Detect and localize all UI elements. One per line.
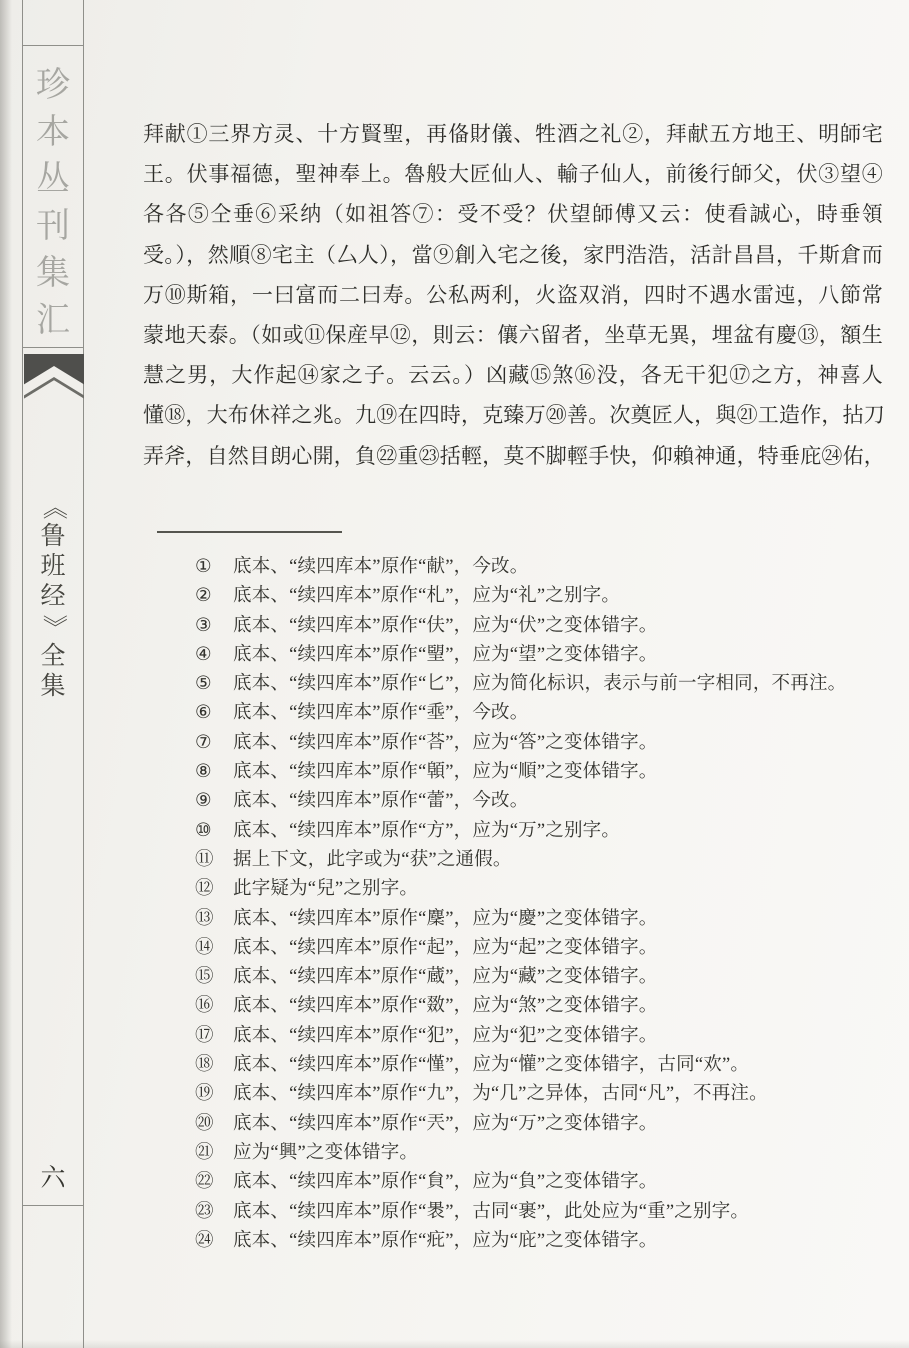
footnote-text: 底本、“续四库本”原作“貟”，应为“負”之变体错字。 — [233, 1172, 658, 1193]
footnote-item — [195, 641, 867, 670]
footnote-marker: ⑥ — [195, 703, 212, 724]
footnote-item — [195, 1022, 867, 1051]
footnote-marker: ⑪ — [195, 849, 214, 870]
footnote-marker: ㉔ — [195, 1230, 214, 1251]
main-text-block — [143, 114, 883, 480]
vertical-char: 《 — [40, 494, 67, 520]
footnote-text: 底本、“续四库本”原作“献”，今改。 — [233, 557, 529, 577]
footnote-marker: ③ — [195, 615, 212, 636]
footnote-marker: ㉓ — [195, 1201, 214, 1222]
footnote-text: 据上下文，此字或为“获”之通假。 — [233, 849, 512, 870]
footnote-text: 底本、“续四库本”原作“起”，应为“起”之变体错字。 — [233, 937, 658, 958]
footnote-marker: ㉑ — [195, 1142, 214, 1163]
footnote-item — [195, 1227, 867, 1256]
vertical-char: 》 — [40, 614, 67, 640]
footnote-text: 底本、“续四库本”原作“兲”，应为“万”之变体错字。 — [233, 1113, 658, 1134]
vertical-char: 集 — [36, 255, 70, 292]
footnote-text: 底本、“续四库本”原作“方”，应为“万”之别字。 — [233, 820, 621, 841]
footnote-text: 底本、“续四库本”原作“蕾”，今改。 — [233, 791, 529, 812]
footnote-marker: ㉒ — [195, 1172, 214, 1193]
main-text-line: 受。），然順⑧宅主（厶人），當⑨創入宅之後，家門浩浩，活計昌昌，千斯倉而 — [143, 242, 883, 267]
footnote-marker: ⑭ — [195, 937, 214, 958]
main-text-line: 慧之男，大作起⑭家之子。云云。）凶藏⑮煞⑯没，各无干犯⑰之方，神喜人 — [143, 363, 883, 388]
footnote-marker: ⑩ — [195, 820, 212, 841]
footnote-item — [195, 1051, 867, 1080]
footnote-item — [195, 582, 867, 611]
footnote-item — [195, 1110, 867, 1139]
footnote-item — [195, 875, 867, 904]
vertical-char: 班 — [40, 553, 66, 580]
footnote-marker: ⑫ — [195, 879, 214, 900]
sidebar-banner-rule — [23, 347, 83, 348]
footnote-text: 底本、“续四库本”原作“敪”，应为“煞”之变体错字。 — [233, 996, 658, 1017]
footnote-text: 底本、“续四库本”原作“九”，为“几”之异体，古同“凡”，不再注。 — [233, 1084, 768, 1105]
vertical-char: 汇 — [36, 302, 70, 339]
vertical-char: 丛 — [36, 161, 70, 198]
footnote-item — [195, 817, 867, 846]
footnote-marker: ① — [195, 557, 212, 577]
footnote-item — [195, 670, 867, 699]
footnote-marker: ④ — [195, 644, 212, 665]
footnote-marker: ⑮ — [195, 967, 214, 988]
footnote-text: 底本、“续四库本”原作“褁”，古同“裹”，此处应为“重”之别字。 — [233, 1201, 750, 1222]
footnote-item — [195, 905, 867, 934]
main-text-line: 蒙地天泰。（如或⑪保産早⑫，則云：儴六留者，坐草无異，埋盆有慶⑬，額生 — [143, 322, 883, 347]
footnote-text: 底本、“续四库本”原作“荅”，应为“答”之变体错字。 — [233, 732, 658, 753]
footnote-item — [195, 1080, 867, 1109]
footnote-text: 底本、“续四库本”原作“伕”，应为“伏”之变体错字。 — [233, 615, 658, 636]
page-number-rule — [23, 1205, 83, 1206]
footnote-text: 底本、“续四库本”原作“蔵”，应为“藏”之变体错字。 — [233, 967, 658, 988]
book-title-vertical — [23, 492, 83, 702]
vertical-char: 全 — [40, 643, 66, 670]
main-text-line: 懂⑱，大布休祥之兆。九⑲在四時，克臻万⑳善。次奠匠人，與㉑工造作，拈刀 — [143, 403, 885, 428]
footnote-item — [195, 612, 867, 641]
main-text-line: 万⑩斯箱，一曰富而二曰寿。公私两利，火盗双消，四时不遇水雷迍，八節常 — [143, 282, 883, 307]
main-text-line: 弄斧，自然目朗心開，負㉒重㉓括輕，莫不脚輕手快，仰賴神通，特垂庇㉔佑， — [143, 443, 885, 468]
footnote-item — [195, 699, 867, 728]
vertical-char: 珍 — [36, 67, 70, 104]
page-bottom-edge-shadow — [0, 1340, 909, 1348]
footnote-text: 此字疑为“兒”之别字。 — [233, 879, 419, 900]
footnote-marker: ⑤ — [195, 674, 212, 695]
footnote-marker: ⑰ — [195, 1025, 214, 1046]
chevron-banner — [24, 354, 84, 400]
vertical-char: 集 — [40, 673, 66, 700]
footnote-text: 底本、“续四库本”原作“犯”，应为“犯”之变体错字。 — [233, 1025, 658, 1046]
footnote-marker: ⑳ — [195, 1113, 214, 1134]
vertical-char: 本 — [36, 114, 70, 151]
footnote-item — [195, 934, 867, 963]
sidebar-strip — [22, 0, 84, 1348]
page-number: 六 — [40, 1165, 66, 1192]
vertical-char: 鲁 — [40, 523, 66, 550]
sidebar-top-rule — [23, 45, 83, 46]
main-text-line: 王。伏事福德，聖神奉上。魯般大匠仙人、輸子仙人，前後行師父，伏③望④ — [143, 162, 883, 187]
footnote-list — [195, 553, 867, 1256]
footnote-text: 底本、“续四库本”原作“札”，应为“礼”之别字。 — [233, 586, 621, 607]
footnote-item — [195, 992, 867, 1021]
vertical-char: 经 — [40, 583, 66, 610]
footnote-text: 底本、“续四库本”原作“慬”，应为“懽”之变体错字，古同“欢”。 — [233, 1055, 750, 1076]
footnote-text: 底本、“续四库本”原作“疪”，应为“庇”之变体错字。 — [233, 1230, 658, 1251]
footnote-item — [195, 787, 867, 816]
footnote-text: 底本、“续四库本”原作“顊”，应为“順”之变体错字。 — [233, 762, 658, 783]
footnote-marker: ⑲ — [195, 1084, 214, 1105]
footnote-item — [195, 1168, 867, 1197]
footnote-marker: ② — [195, 586, 212, 607]
page-left-edge-shadow — [0, 0, 12, 1348]
footnote-item — [195, 553, 867, 582]
footnote-text: 应为“興”之变体错字。 — [233, 1142, 419, 1163]
footnote-item — [195, 758, 867, 787]
main-text-line: 各各⑤仝垂⑥采纳（如祖答⑦：受不受？伏望師傅又云：使看誠心，時垂領 — [143, 202, 883, 227]
footnote-separator-rule — [157, 531, 342, 533]
footnote-text: 底本、“续四库本”原作“匕”，应为简化标识，表示与前一字相同，不再注。 — [233, 674, 847, 695]
main-text-line: 拜献①三界方灵、十方賢聖，再俻財儀、牲酒之礼②，拜献五方地王、明師宅 — [143, 122, 883, 146]
footnote-marker: ⑦ — [195, 732, 212, 753]
footnote-text: 底本、“续四库本”原作“麇”，应为“慶”之变体错字。 — [233, 908, 658, 929]
vertical-char: 刊 — [36, 208, 70, 245]
footnote-marker: ⑬ — [195, 908, 214, 929]
footnote-marker: ⑯ — [195, 996, 214, 1017]
footnote-marker: ⑨ — [195, 791, 212, 812]
footnote-text: 底本、“续四库本”原作“埀”，今改。 — [233, 703, 529, 724]
footnote-item — [195, 1198, 867, 1227]
footnote-marker: ⑱ — [195, 1055, 214, 1076]
footnote-item — [195, 846, 867, 875]
footnote-item — [195, 1139, 867, 1168]
footnote-marker: ⑧ — [195, 762, 212, 783]
series-title-vertical — [23, 62, 83, 344]
footnote-text: 底本、“续四库本”原作“朢”，应为“望”之变体错字。 — [233, 644, 658, 665]
footnote-item — [195, 963, 867, 992]
footnote-item — [195, 729, 867, 758]
